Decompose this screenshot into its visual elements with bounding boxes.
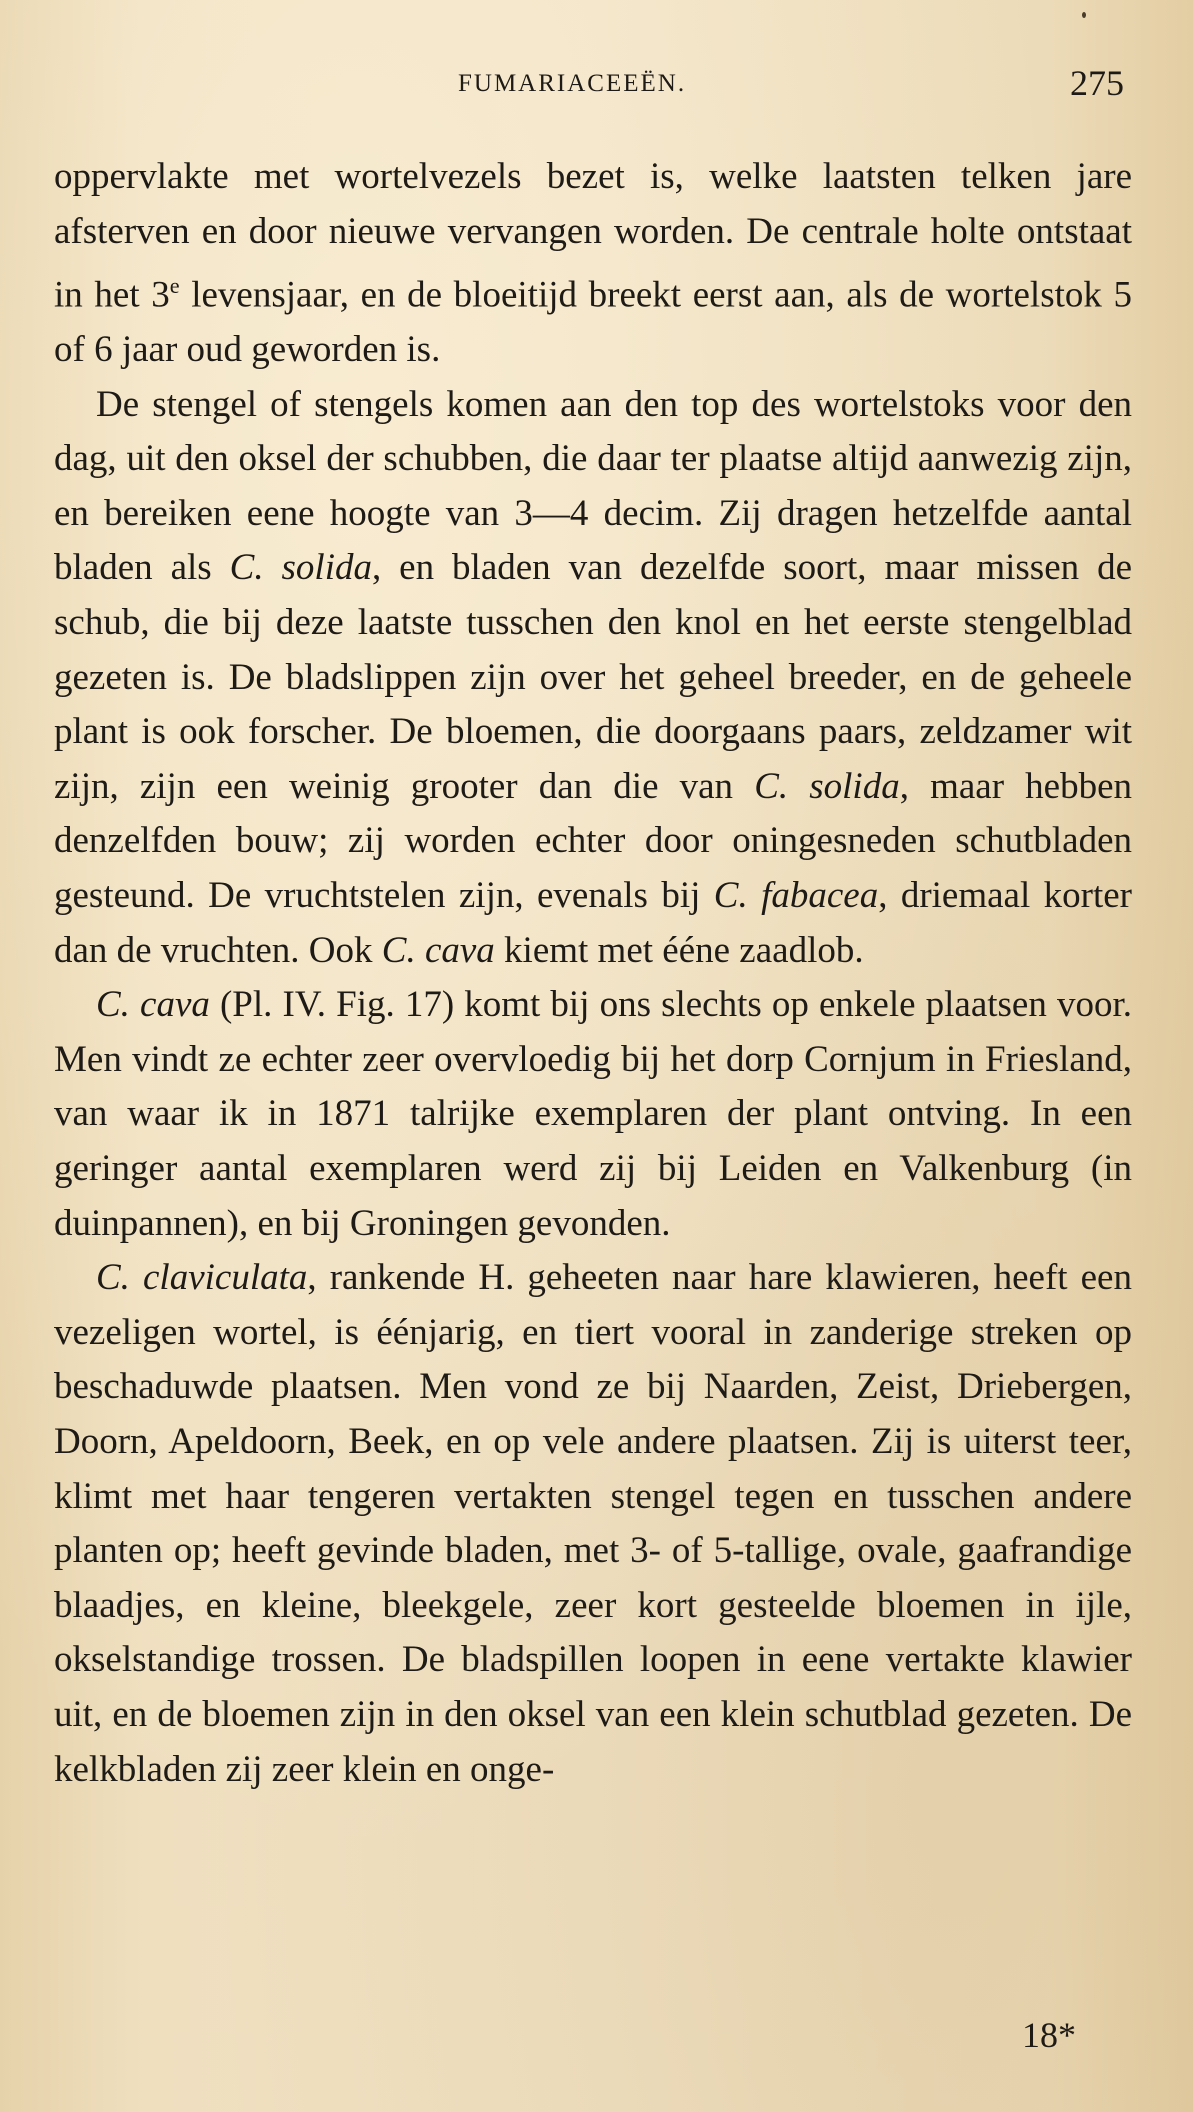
paragraph-3: C. cava (Pl. IV. Fig. 17) komt bij ons slechts op enkele plaatsen voor. Men vindt ze echter zeer overvloedig bij het dorp Cornjum in Friesland, van waar ik in 1871 talrijke exemplaren der plant ontving. In een geringer aantal exemplaren werd zij bij Leiden en Valkenburg (in duinpannen), en bij Groningen gevonden. xyxy=(54,984,1132,1244)
paragraph-2: De stengel of stengels komen aan den top des wortelstoks voor den dag, uit den oksel der schubben, die daar ter plaatse altijd aanwezig zijn, en bereiken eene hoogte van 3—4 decim. Zij dragen hetzelfde aantal bladen als C. solida, en bladen van dezelfde soort, maar missen de schub, die bij deze laatste tusschen den knol en het eerste stengelblad gezeten is. De bladslippen zijn over het geheel breeder, en de geheele plant is ook forscher. De bloemen, die doorgaans paars, zeldzamer wit zijn, zijn een weinig grooter dan die van C. solida, maar hebben denzelfden bouw; zij worden echter door oningesneden schutbladen gesteund. De vruchtstelen zijn, evenals bij C. fabacea, driemaal korter dan de vruchten. Ook C. cava kiemt met ééne zaadlob. xyxy=(54,383,1132,971)
paragraph-4: C. claviculata, rankende H. geheeten naar hare klawieren, heeft een vezeligen wortel, is éénjarig, en tiert vooral in zanderige streken op beschaduwde plaatsen. Men vond ze bij Naarden, Zeist, Driebergen, Doorn, Apeldoorn, Beek, en op vele andere plaatsen. Zij is uiterst teer, klimt met haar tengeren vertakten stengel tegen en tusschen andere planten op; heeft gevinde bladen, met 3- of 5-tallige, ovale, gaafrandige blaadjes, en kleine, bleekgele, zeer kort gesteelde bloemen in ijle, okselstandige trossen. De bladspillen loopen in eene vertakte klawier uit, en de bloemen zijn in den oksel van een klein schutblad gezeten. De kelkbladen zij zeer klein en onge- xyxy=(54,1257,1132,1790)
signature-mark: 18* xyxy=(1022,2015,1076,2055)
body-text xyxy=(54,150,1132,1797)
ink-speck xyxy=(1082,12,1086,18)
page-number: 275 xyxy=(1070,63,1124,103)
running-title: FUMARIACEEËN. xyxy=(458,70,687,97)
running-head xyxy=(0,62,1193,122)
paragraph-1: oppervlakte met wortelvezels bezet is, welke laatsten telken jare afsterven en door nieuwe vervangen worden. De centrale holte ontstaat in het 3e levensjaar, en de bloeitijd breekt eerst aan, als de wortelstok 5 of 6 jaar oud geworden is. xyxy=(54,156,1132,371)
